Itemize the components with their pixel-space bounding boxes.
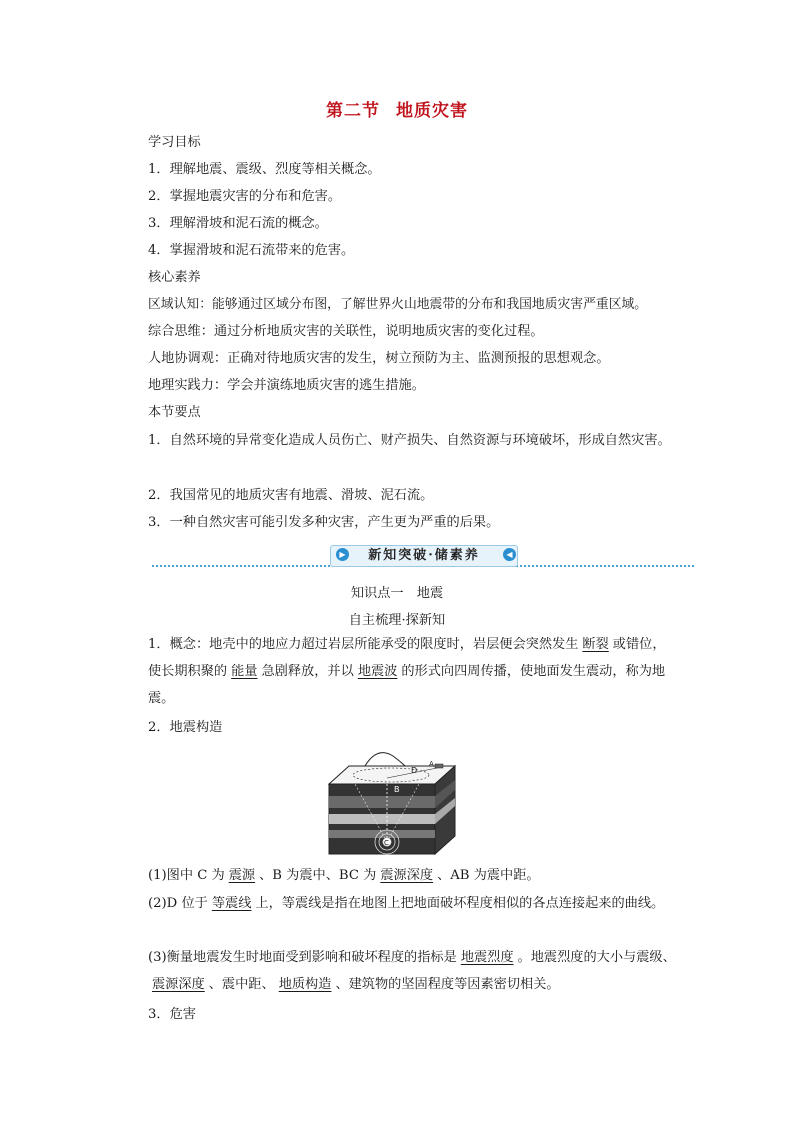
- q1-text: 、B 为震中、BC 为: [259, 868, 377, 883]
- concept-text: 或错位，使长期积聚的: [148, 637, 666, 679]
- objectives-heading: 学习目标: [148, 135, 201, 150]
- arrow-right-icon: ▶: [336, 548, 349, 561]
- banner-tab: [330, 545, 518, 567]
- concept-text: 急剧释放，并以: [261, 664, 354, 679]
- q2-text: (2)D 位于: [148, 896, 208, 911]
- figure-label-d: D: [411, 766, 418, 775]
- q3-blank: 地震烈度: [460, 950, 514, 965]
- concept-paragraph: [120, 631, 678, 712]
- q3-blank: 地质构造: [278, 977, 332, 992]
- section-heading: 知识点一 地震: [350, 586, 444, 601]
- figure-label-a: A: [429, 760, 434, 768]
- q3-text: 、建筑物的坚固程度等因素密切相关。: [335, 977, 560, 992]
- objective-item: 3．理解滑坡和泥石流的概念。: [148, 216, 328, 231]
- concept-blank: 断裂: [582, 637, 609, 652]
- q2-text: 上，等震线是指在地图上把地面破坏程度相似的各点连接起来的曲线。: [255, 896, 665, 911]
- q1-blank: 震源深度: [380, 868, 434, 883]
- keypoint-item: 2．我国常见的地质灾害有地震、滑坡、泥石流。: [148, 488, 434, 503]
- literacy-item: 人地协调观：正确对待地质灾害的发生，树立预防为主、监测预报的思想观念。: [148, 351, 610, 366]
- q1-text: 、AB 为震中距。: [437, 868, 540, 883]
- hazard-heading: 3．危害: [148, 1007, 196, 1022]
- concept-text: 的形式向四周传播，使地面发生震动，称为地震。: [148, 664, 666, 706]
- literacy-heading: 核心素养: [148, 270, 201, 285]
- q3-text: 。地震烈度的大小与震级、: [517, 950, 676, 965]
- arrow-left-icon: ◀: [503, 548, 516, 561]
- question-2: [148, 890, 718, 917]
- q1-blank: 震源: [228, 868, 256, 883]
- question-3: [148, 944, 684, 998]
- section-banner: [152, 543, 694, 571]
- page-title: [0, 96, 794, 121]
- earthquake-structure-diagram: [325, 744, 459, 856]
- banner-text: 新知突破·储素养: [368, 548, 480, 563]
- concept-text: 1．概念：地壳中的地应力超过岩层所能承受的限度时，岩层便会突然发生: [148, 637, 579, 652]
- concept-blank: 地震波: [357, 664, 398, 679]
- section-subheading: 自主梳理·探新知: [348, 613, 446, 628]
- keypoint-item: [120, 427, 678, 454]
- objective-item: 1．理解地震、震级、烈度等相关概念。: [148, 162, 381, 177]
- q2-blank: 等震线: [211, 896, 252, 911]
- figure-label-b: B: [394, 785, 400, 794]
- keypoint-item: 3．一种自然灾害可能引发多种灾害，产生更为严重的后果。: [148, 515, 500, 530]
- title-section: 第二节: [326, 101, 380, 121]
- q3-text: 、震中距、: [208, 977, 275, 992]
- objective-item: 4．掌握滑坡和泥石流带来的危害。: [148, 243, 355, 258]
- figure-label-c: C: [384, 839, 389, 847]
- literacy-item: 区域认知：能够通过区域分布图，了解世界火山地震带的分布和我国地质灾害严重区域。: [148, 297, 648, 312]
- concept-blank: 能量: [231, 664, 258, 679]
- literacy-item: 综合思维：通过分析地质灾害的关联性，说明地质灾害的变化过程。: [148, 324, 544, 339]
- title-topic: 地质灾害: [396, 101, 468, 121]
- objective-item: 2．掌握地震灾害的分布和危害。: [148, 189, 342, 204]
- literacy-item: 地理实践力：学会并演练地质灾害的逃生措施。: [148, 378, 425, 393]
- keypoints-heading: 本节要点: [148, 405, 201, 420]
- keypoint-text: 1．自然环境的异常变化造成人员伤亡、财产损失、自然资源与环境破坏，形成自然灾害。: [148, 433, 671, 448]
- q3-blank: 震源深度: [152, 977, 205, 992]
- question-1: [148, 867, 540, 885]
- q1-text: (1)图中 C 为: [148, 868, 225, 883]
- q3-text: (3)衡量地震发生时地面受到影响和破坏程度的指标是: [148, 950, 457, 965]
- structure-heading: 2．地震构造: [148, 720, 223, 735]
